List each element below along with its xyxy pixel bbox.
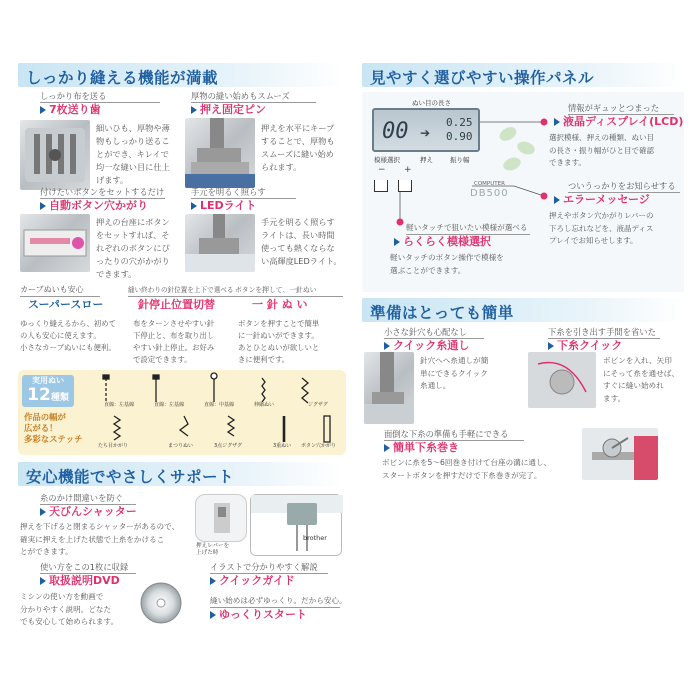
triangle-icon [554, 196, 560, 204]
feature-desc [382, 457, 582, 482]
badge-count [22, 386, 74, 407]
feature-title [394, 235, 491, 249]
desc-line: られます。 [261, 162, 302, 172]
triangle-icon [394, 238, 400, 246]
desc-line: 糸通し。 [420, 381, 451, 390]
feature-title: スーパースロー [28, 298, 104, 311]
section-header-safety [18, 462, 343, 486]
triangle-icon [548, 342, 554, 350]
feature-desc [603, 355, 687, 405]
bobbin-photo [528, 352, 596, 408]
stitch-label: ジグザグ [308, 402, 328, 408]
desc-line: することで、厚物も [261, 136, 335, 146]
feature-title-text: ゆっくりスタート [219, 608, 307, 621]
desc-line: 分かりやすく説明。どなた [20, 604, 112, 614]
desc-line: の長さ・振り幅がひと目で確認 [549, 145, 654, 155]
bobbin-winder-photo [582, 428, 658, 480]
section-header-prep [362, 298, 684, 322]
shutter-label-line: 押えレバーを [196, 543, 230, 549]
desc-line: 針穴へへ糸通しが簡 [420, 356, 489, 365]
desc-line: の人も安心に使えます。 [20, 331, 101, 340]
triangle-icon [210, 611, 216, 619]
feature-title [384, 441, 459, 455]
desc-line: に一針ぬいができます。 [238, 331, 319, 340]
feature-subtitle: しっかり布を送る [40, 90, 160, 103]
stitch-label: ボタン穴かがり [301, 443, 337, 449]
stitch-label: まつりぬい [168, 443, 194, 449]
desc-line: 選択模様、押えの種類、ぬい目 [549, 133, 654, 142]
desc-line: スムーズに縫い始め [261, 149, 334, 159]
shutter-illustration [196, 495, 247, 542]
feature-title [40, 103, 101, 117]
note-line: 広がる！ [24, 423, 58, 433]
feature-subtitle: ついうっかりをお知らせする [568, 180, 680, 193]
feature-desc [96, 122, 181, 187]
brand-logo: brother [303, 534, 327, 542]
feature-title-text: 天びんシャッター [49, 505, 137, 518]
feature-title-text: 自動ボタン穴かがり [49, 199, 148, 212]
triangle-icon [191, 106, 197, 114]
stitch-patterns-drawing [84, 372, 344, 452]
feature-desc [549, 132, 683, 170]
led-foot-illustration [185, 214, 255, 272]
section-header-strong-sewing [18, 63, 343, 87]
feature-subtitle: 下糸を引き出す手間を省いた [548, 326, 660, 339]
feature-desc [20, 591, 140, 629]
desc-line: 押えを水平にキープ [261, 123, 335, 133]
lcd-digits: 00 [382, 119, 409, 144]
stitch-label: 3点ジグザグ [214, 443, 242, 449]
desc-line: あとひとぬいが欲しいと [238, 343, 320, 352]
triangle-icon [40, 106, 46, 114]
lcd-stitch-width: 0.90 [446, 130, 473, 143]
desc-line: でも安心して始められます。 [20, 617, 119, 626]
panel-button-label: 模様選択 [374, 156, 400, 164]
desc-line: ます。 [603, 393, 626, 403]
triangle-icon [554, 118, 560, 126]
feature-subtitle: 使い方をこの1枚に収録 [40, 561, 136, 574]
triangle-icon [210, 577, 216, 585]
feature-subtitle: 付けたいボタンをセットするだけ [40, 187, 165, 197]
desc-line: 下停止と、布を取り出し [133, 331, 215, 340]
badge-number: 12 [27, 385, 51, 405]
feature-subtitle: 縫い終わりの針位置を上下で選べる [128, 284, 238, 297]
feature-subtitle: 手元を明るく照らす [191, 186, 296, 199]
feature-desc [20, 521, 195, 559]
desc-line: をセットすれば、そ [96, 230, 170, 240]
feature-title [554, 115, 683, 129]
desc-line: 手元を明るく照らす [261, 217, 335, 227]
triangle-icon [384, 444, 390, 452]
feature-title-text: 押え固定ピン [200, 103, 266, 116]
desc-line: ミシンの使い方を動画で [20, 592, 104, 601]
desc-line: すぐに縫い始めれ [603, 381, 664, 390]
stitch-label: 直線：左基線 [104, 402, 135, 408]
plus-label: + [404, 165, 412, 175]
feature-title-text: 取扱説明DVD [49, 574, 120, 587]
feature-desc [390, 252, 545, 277]
desc-line: 小さなカーブぬいにも便利。 [20, 343, 116, 352]
stitch-label: 伸縮ぬい [254, 402, 275, 408]
desc-line: やすい針上停止。お好み [133, 343, 215, 352]
desc-line: ったりの穴がかがり [96, 256, 170, 266]
triangle-icon [40, 508, 46, 516]
feature-title [40, 505, 137, 519]
feature-subtitle: 小さな針穴も心配なし [384, 326, 484, 339]
desc-line: とができ、キレイで [96, 149, 169, 159]
feature-subtitle: ボタンを押して、一針ぬい [235, 284, 343, 297]
feature-title: 一 針 ぬ い [252, 298, 308, 311]
feature-desc [96, 216, 181, 281]
model-label: DB500 [470, 188, 509, 199]
feature-subtitle: 縫い始めは必ずゆっくり。だから安心。 [210, 595, 340, 608]
desc-line: 下ろし忘れなどを、液晶ディス [549, 223, 654, 233]
stitch-label: たち目かがり [98, 443, 129, 449]
desc-line: とができます。 [20, 547, 73, 556]
desc-line: ライトは、長い時間 [261, 230, 335, 240]
feature-title-text: らくらく模様選択 [403, 235, 491, 248]
desc-line: 軽いタッチのボタン操作で模様を [390, 253, 504, 262]
arrow-icon: ➔ [420, 126, 431, 140]
computer-label: COMPUTER [474, 181, 505, 187]
lcd-stitch-length: 0.25 [446, 116, 473, 129]
feature-title [40, 574, 120, 588]
note-line: 作品の幅が [24, 412, 66, 422]
stitch-count-badge [22, 375, 74, 407]
threader-illustration [364, 352, 414, 424]
shutter-label-line: 上げた時 [196, 550, 219, 556]
presser-foot-illustration [185, 118, 255, 188]
section-title: 見やすく選びやすい操作パネル [370, 69, 595, 87]
panel-button-label: 押え [420, 156, 433, 164]
stitch-patterns-panel [18, 370, 346, 455]
feature-title-text: 液晶ディスプレイ(LCD) [563, 115, 684, 128]
desc-line: にそって糸を通せば、 [603, 368, 679, 378]
feature-title [210, 574, 295, 588]
stitch-label: 直線：中基線 [204, 402, 235, 408]
bobbin-illustration [528, 352, 596, 408]
feature-subtitle: 面倒な下糸の準備も手軽にできる [384, 428, 524, 441]
machine-illustration [251, 495, 343, 557]
desc-line: 選ぶことができます。 [390, 265, 466, 275]
shutter-label [196, 543, 229, 557]
stitch-note [24, 412, 84, 445]
feature-title [40, 199, 148, 213]
feature-title [191, 103, 266, 117]
feature-subtitle: 情報がギュッとつまった [568, 102, 674, 115]
desc-line: プレイでお知らせします。 [549, 236, 638, 245]
winder-illustration [582, 428, 658, 480]
feature-subtitle: 糸のかけ間違いを防ぐ [40, 492, 136, 505]
desc-line: ボビンを入れ、矢印 [603, 356, 672, 365]
feature-title [554, 193, 650, 207]
led-light-photo [185, 214, 255, 272]
feature-subtitle: 厚物の縫い始めもスムーズ [191, 90, 316, 103]
needle-threader-photo [364, 352, 414, 424]
feature-title-text: 下糸クイック [557, 339, 623, 352]
feature-subtitle: カーブぬいも安心 [20, 284, 100, 297]
desc-line: 物もしっかり送るこ [96, 136, 170, 146]
feature-desc [549, 210, 683, 248]
desc-line: 細いひも、厚物や薄 [96, 123, 170, 133]
note-line: 多彩なステッチ [24, 434, 83, 444]
panel-button-label: 振り幅 [450, 156, 470, 164]
panel-illustration [362, 92, 684, 292]
desc-line: できます。 [96, 269, 137, 279]
feature-desc [261, 122, 346, 174]
panel-top-label: ぬい目の長さ [412, 99, 451, 107]
desc-line: 押えやボタン穴かがりレバーの [549, 211, 654, 220]
feature-title-text: 7枚送り歯 [49, 103, 101, 116]
desc-line: ゆっくり縫えるから、初めて [20, 319, 117, 328]
desc-line: 布をターンさせやすい針 [133, 319, 215, 328]
desc-line: できます。 [549, 158, 586, 167]
feature-title-text: 簡単下糸巻き [393, 441, 459, 454]
desc-line: で設定できます。 [133, 355, 192, 364]
triangle-icon [384, 342, 390, 350]
thread-shutter-photo [195, 494, 247, 542]
feature-subtitle: イラストで分かりやすく解説 [210, 561, 328, 574]
buttonhole-foot-illustration [20, 214, 90, 272]
desc-line: 確実に押えを上げた状態で上糸をかけるこ [20, 534, 165, 544]
triangle-icon [40, 202, 46, 210]
feature-title [384, 339, 469, 353]
desc-line: げます。 [96, 175, 129, 185]
desc-line: い高輝度LEDライト。 [261, 256, 342, 266]
section-header-panel [362, 63, 684, 87]
feature-desc [20, 318, 128, 354]
feed-dogs-illustration [20, 120, 90, 190]
feature-title [191, 199, 256, 213]
desc-line: ボタンを押すことで簡単 [238, 319, 320, 328]
desc-line: 押えを下げると閉まるシャッターがあるので、 [20, 522, 180, 531]
feature-title-text: エラーメッセージ [563, 193, 650, 206]
feature-title-text: LEDライト [200, 199, 257, 212]
desc-line: 単にできるクイック [420, 368, 488, 378]
desc-line: 押えの台座にボタン [96, 217, 170, 227]
feature-title: 針停止位置切替 [138, 298, 215, 311]
sewing-machine-photo [250, 494, 342, 556]
feature-title-text: クイック糸通し [393, 339, 470, 352]
presser-pin-photo [185, 118, 255, 188]
section-title: 準備はとっても簡単 [370, 304, 514, 322]
badge-unit: 種類 [50, 393, 69, 403]
stitch-label: 3重ぬい [273, 443, 292, 449]
feature-title-text: クイックガイド [219, 574, 295, 587]
desc-line: 均一な縫い目に仕上 [96, 162, 170, 172]
dvd-icon [138, 580, 184, 626]
feature-title [210, 608, 307, 622]
feed-dogs-photo [20, 120, 90, 190]
desc-line: スタートボタンを押すだけで下糸巻きが完了。 [382, 470, 542, 480]
desc-line: ボビンに糸を5〜6回巻き付けて台座の溝に通し、 [382, 458, 552, 467]
desc-line: きに便利です。 [238, 355, 290, 364]
buttonhole-photo [20, 214, 90, 272]
stitch-label: 直線：左基線 [154, 402, 185, 408]
section-title: しっかり縫える機能が満載 [26, 69, 219, 87]
section-title: 安心機能でやさしくサポート [26, 468, 235, 486]
minus-label: − [378, 165, 386, 175]
badge-top-text: 実用ぬい [32, 376, 64, 385]
desc-line: 使っても熱くならな [261, 243, 335, 253]
triangle-icon [191, 202, 197, 210]
feature-desc [420, 355, 520, 393]
feature-subtitle: 軽いタッチで狙いたい模様が選べる [406, 222, 530, 235]
desc-line: れぞれのボタンにぴ [96, 243, 170, 253]
feature-desc [133, 318, 233, 366]
feature-desc [238, 318, 344, 366]
feature-title [548, 339, 622, 353]
triangle-icon [40, 577, 46, 585]
feature-desc [261, 216, 349, 268]
